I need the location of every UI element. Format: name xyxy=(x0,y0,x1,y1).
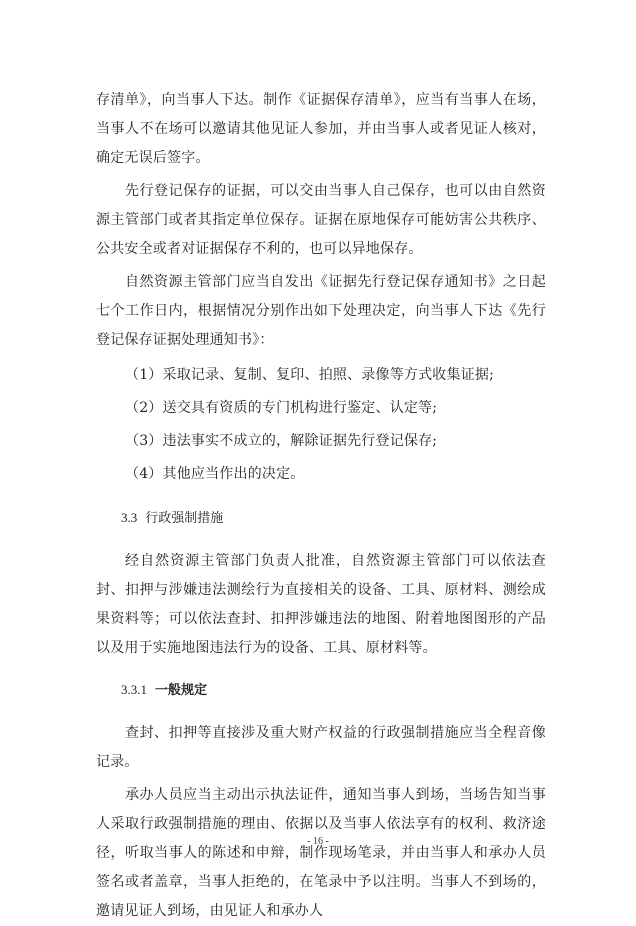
paragraph-evidence-custody: 先行登记保存的证据，可以交由当事人自己保存，也可以由自然资源主管部门或者其指定单位保存。证据在原地保存可能妨害公共秩序、公共安全或者对证据保存不利的，也可以异地保存。 xyxy=(96,183,546,257)
section-title: 行政强制措施 xyxy=(145,511,224,526)
paragraph-coercive-measures: 经自然资源主管部门负责人批准，自然资源主管部门可以依法查封、扣押与涉嫌违法测绘行为直接相关的设备、工具、原材料、测绘成果资料等；可以依法查封、扣押涉嫌违法的地图、附着地图图形的产品以及用于实施地图违法行为的设备、工具、原材料等。 xyxy=(96,553,546,656)
paragraph-audio-video-record: 查封、扣押等直接涉及重大财产权益的行政强制措施应当全程音像记录。 xyxy=(96,725,546,770)
list-item-4: （4）其他应当作出的决定。 xyxy=(125,466,305,482)
list-item-2: （2）送交具有资质的专门机构进行鉴定、认定等; xyxy=(125,400,438,416)
list-item-3: （3）违法事实不成立的，解除证据先行登记保存; xyxy=(125,433,438,449)
section-number: 3.3 xyxy=(121,510,138,525)
paragraph-enforcement-procedure: 承办人员应当主动出示执法证件，通知当事人到场，当场告知当事人采取行政强制措施的理由、依据以及当事人依法享有的权利、救济途径，听取当事人的陈述和申辩，制作现场笔录，并由当事人和承办人员签名或者盖章，当事人拒绝的，在笔录中予以注明。当事人不到场的，邀请见证人到场，由见证人和承办人 xyxy=(96,787,546,919)
list-item-1: （1）采取记录、复制、复印、拍照、录像等方式收集证据; xyxy=(125,367,495,383)
section-title: 一般规定 xyxy=(155,683,208,698)
paragraph-handling-decision: 自然资源主管部门应当自发出《证据先行登记保存通知书》之日起七个工作日内，根据情况分别作出如下处理决定，向当事人下达《先行登记保存证据处理通知书》： xyxy=(96,274,546,348)
section-heading-3-3 xyxy=(96,508,546,529)
section-heading-3-3-1 xyxy=(96,680,546,701)
page-content xyxy=(96,86,546,926)
page-number: - 16 - xyxy=(307,836,329,847)
paragraph-evidence-list: 存清单》，向当事人下达。制作《证据保存清单》，应当有当事人在场，当事人不在场可以邀请其他见证人参加，并由当事人或者见证人核对，确定无误后签字。 xyxy=(96,92,546,166)
section-number: 3.3.1 xyxy=(121,682,147,697)
